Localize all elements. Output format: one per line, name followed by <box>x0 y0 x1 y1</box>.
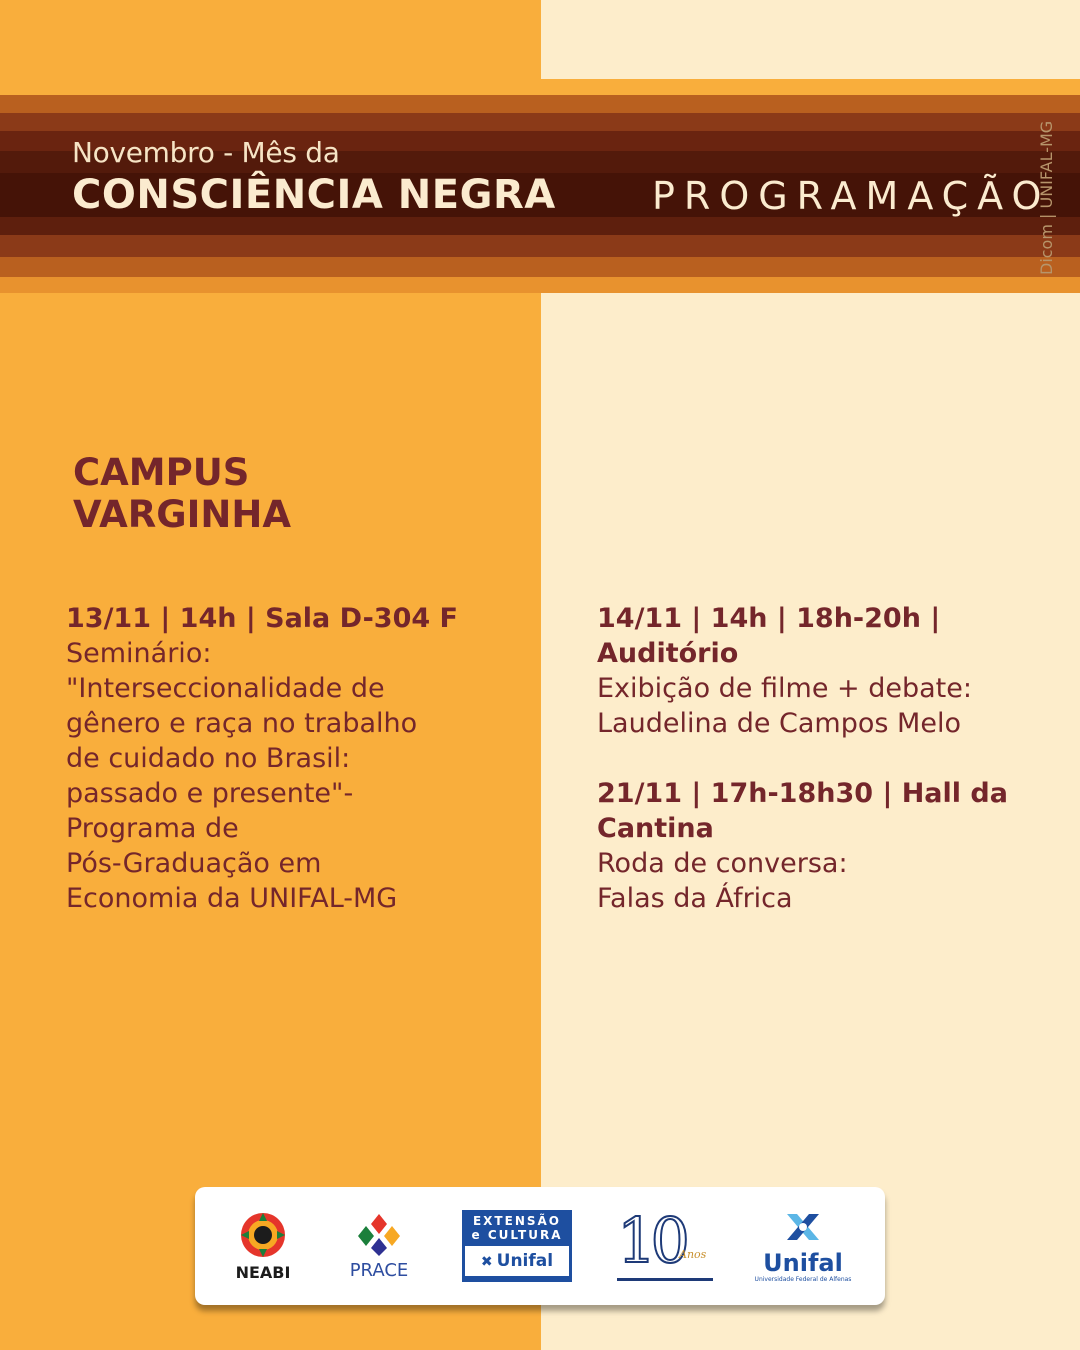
event-1-heading: 13/11 | 14h | Sala D-304 F <box>66 603 458 634</box>
extensao-line-1: EXTENSÃO <box>472 1214 561 1228</box>
campus-title <box>73 452 291 536</box>
unifal-subtitle: Universidade Federal de Alfenas <box>754 1275 852 1283</box>
event-3 <box>597 776 1067 916</box>
extensao-cross-icon: ✖ <box>480 1252 493 1269</box>
event-2 <box>597 601 1067 741</box>
ten-years-logo <box>613 1187 717 1305</box>
extensao-cultura-logo <box>461 1187 573 1305</box>
extensao-line-2: e CULTURA <box>471 1228 563 1242</box>
event-1-description: Seminário: "Interseccionalidade de gênero e raça no trabalho de cuidado no Brasil: passado e presente"- Programa de Pós-Graduação em Economia da UNIFAL-MG <box>66 638 418 914</box>
partner-logos-bar <box>195 1187 885 1305</box>
program-label: PROGRAMAÇÃO <box>652 174 1051 218</box>
event-2-description: Exibição de filme + debate: Laudelina de Campos Melo <box>597 673 972 739</box>
event-2-heading: 14/11 | 14h | 18h-20h | Auditório <box>597 603 941 669</box>
unifal-logo <box>751 1187 855 1305</box>
ten-years-word: Anos <box>679 1248 707 1261</box>
prace-logo <box>339 1187 419 1305</box>
event-1 <box>66 601 526 916</box>
prace-label: PRACE <box>349 1259 409 1281</box>
ten-years-underline <box>617 1278 713 1281</box>
prace-emblem-icon <box>354 1212 404 1258</box>
banner-subtitle: Novembro - Mês da <box>72 136 340 169</box>
campus-line-2: VARGINHA <box>73 493 291 536</box>
neabi-label: NEABI <box>235 1262 291 1282</box>
event-3-heading: 21/11 | 17h-18h30 | Hall da Cantina <box>597 778 1008 844</box>
event-3-description: Roda de conversa: Falas da África <box>597 848 848 914</box>
neabi-logo <box>225 1187 301 1305</box>
extensao-brand: Unifal <box>496 1251 554 1271</box>
credit-text: Dicom | UNIFAL-MG <box>1037 120 1056 275</box>
unifal-cross-icon <box>781 1210 825 1250</box>
unifal-label: Unifal <box>763 1248 843 1277</box>
campus-line-1: CAMPUS <box>73 451 250 494</box>
banner-title: CONSCIÊNCIA NEGRA <box>72 172 556 218</box>
neabi-emblem-icon <box>239 1211 287 1259</box>
ten-years-number: 10 <box>617 1204 684 1277</box>
